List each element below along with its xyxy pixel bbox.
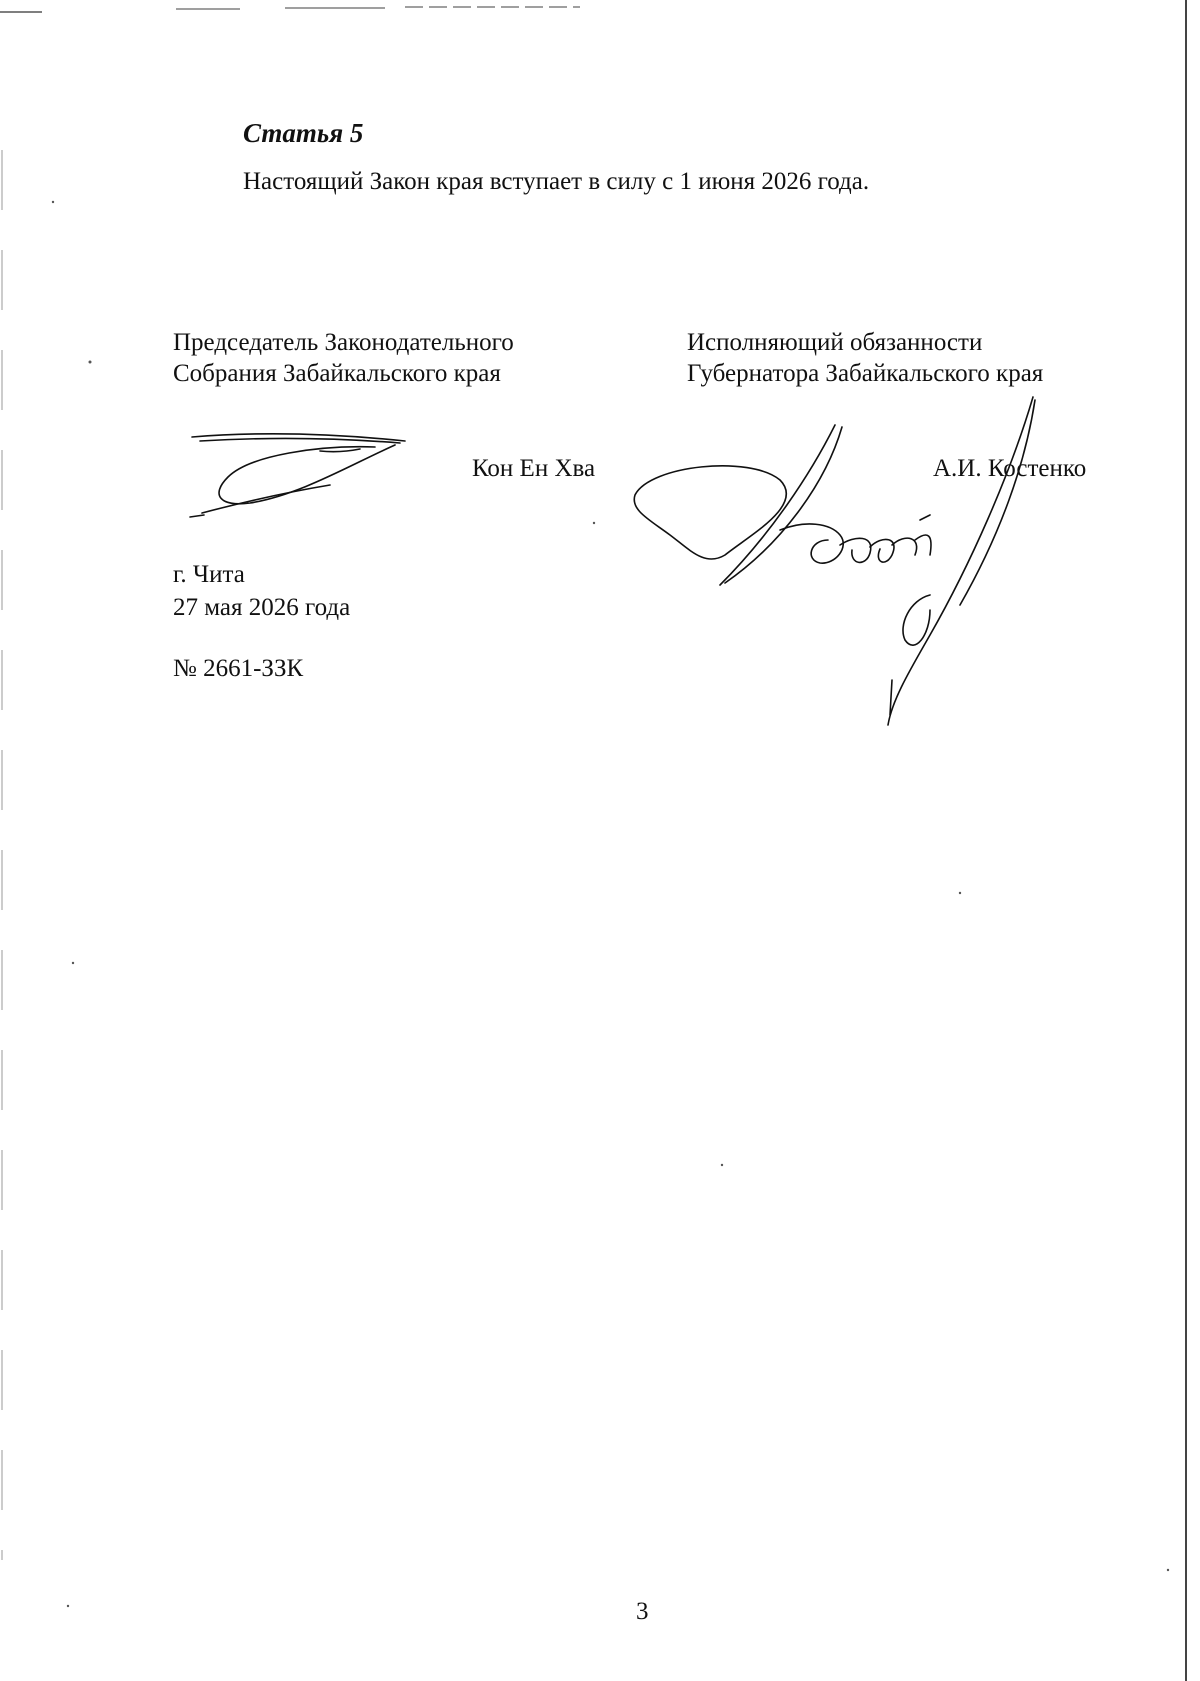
article-heading: Статья 5: [243, 118, 364, 148]
signature-right: [630, 395, 1050, 730]
place: г. Чита: [173, 561, 245, 588]
date: 27 мая 2026 года: [173, 594, 351, 621]
page-number: 3: [636, 1598, 649, 1625]
article-body: Настоящий Закон края вступает в силу с 1 июня 2026 года.: [243, 168, 870, 195]
signatory-left-name: Кон Ен Хва: [472, 455, 596, 482]
signatory-right-title-line2: Губернатора Забайкальского края: [687, 360, 1044, 387]
signatory-right-title-line1: Исполняющий обязанности: [687, 329, 983, 356]
signature-left: [180, 425, 420, 520]
law-number: № 2661-ЗЗК: [173, 655, 304, 682]
signatory-left-title-line1: Председатель Законодательного: [173, 329, 514, 356]
place-and-date: [173, 558, 350, 624]
signatory-right-name: А.И. Костенко: [933, 455, 1087, 482]
signatory-left-title-line2: Собрания Забайкальского края: [173, 360, 501, 387]
signatory-left-title: [173, 327, 514, 389]
signatory-right-title: [687, 327, 1043, 389]
